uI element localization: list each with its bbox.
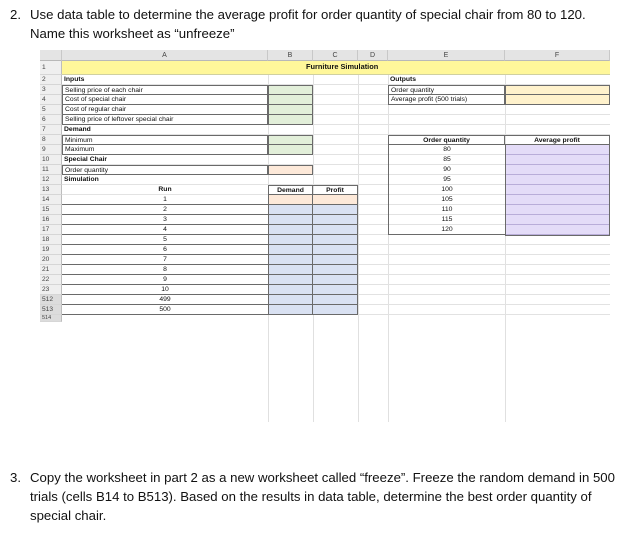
input-cell[interactable] bbox=[268, 105, 313, 115]
input-item[interactable]: Cost of special chair bbox=[62, 95, 268, 105]
row-number[interactable]: 5 bbox=[40, 105, 62, 115]
row-number[interactable]: 15 bbox=[40, 205, 62, 215]
row-number[interactable]: 10 bbox=[40, 155, 62, 165]
question-3 bbox=[10, 468, 625, 530]
demand-cell[interactable] bbox=[268, 145, 313, 155]
order-quantity-value[interactable]: 115 bbox=[388, 215, 505, 225]
average-profit-column[interactable] bbox=[505, 145, 610, 236]
question-2-text bbox=[30, 5, 586, 43]
order-quantity-value[interactable]: 110 bbox=[388, 205, 505, 215]
row-number[interactable]: 6 bbox=[40, 115, 62, 125]
row-number[interactable]: 17 bbox=[40, 225, 62, 235]
profit-sim-column[interactable] bbox=[313, 205, 358, 315]
order-quantity-value[interactable]: 100 bbox=[388, 185, 505, 195]
row-number[interactable]: 2 bbox=[40, 75, 62, 85]
row-number[interactable]: 20 bbox=[40, 255, 62, 265]
question-2-line-2: Name this worksheet as “unfreeze” bbox=[30, 26, 235, 41]
run-cell[interactable]: 2 bbox=[62, 205, 268, 215]
demand-label: Demand bbox=[64, 126, 91, 133]
run-cell[interactable]: 4 bbox=[62, 225, 268, 235]
question-2-line-1: Use data table to determine the average profit for order quantity of special chair from 80 to 120. bbox=[30, 7, 586, 22]
data-table-average-profit-header: Average profit bbox=[505, 135, 610, 145]
row-number[interactable]: 12 bbox=[40, 175, 62, 185]
row-number[interactable]: 23 bbox=[40, 285, 62, 295]
select-all-corner[interactable] bbox=[40, 50, 62, 61]
row-number[interactable]: 13 bbox=[40, 185, 62, 195]
question-2-number: 2. bbox=[10, 7, 21, 22]
input-cell[interactable] bbox=[268, 115, 313, 125]
output-item[interactable]: Average profit (500 trials) bbox=[388, 95, 505, 105]
run-cell[interactable]: 10 bbox=[62, 285, 268, 295]
run-cell[interactable]: 8 bbox=[62, 265, 268, 275]
output-item[interactable]: Order quantity bbox=[388, 85, 505, 95]
row-number[interactable]: 512 bbox=[40, 295, 62, 305]
output-cell[interactable] bbox=[505, 95, 610, 105]
row-number[interactable]: 14 bbox=[40, 195, 62, 205]
row-number[interactable]: 513 bbox=[40, 305, 62, 315]
run-cell[interactable]: 6 bbox=[62, 245, 268, 255]
order-quantity-value[interactable]: 95 bbox=[388, 175, 505, 185]
run-header: Run bbox=[158, 186, 172, 193]
run-cell[interactable]: 7 bbox=[62, 255, 268, 265]
run-cell[interactable]: 499 bbox=[62, 295, 268, 305]
input-item[interactable]: Selling price of each chair bbox=[62, 85, 268, 95]
row-number[interactable]: 18 bbox=[40, 235, 62, 245]
demand-sim-cell-first[interactable] bbox=[268, 195, 313, 205]
run-cell[interactable]: 5 bbox=[62, 235, 268, 245]
question-2 bbox=[10, 5, 620, 45]
special-chair-label: Special Chair bbox=[64, 156, 108, 163]
column-header-d[interactable]: D bbox=[358, 50, 388, 61]
row-number[interactable]: 3 bbox=[40, 85, 62, 95]
row-number[interactable]: 4 bbox=[40, 95, 62, 105]
demand-item[interactable]: Minimum bbox=[62, 135, 268, 145]
row-number[interactable]: 21 bbox=[40, 265, 62, 275]
inputs-label: Inputs bbox=[64, 76, 85, 83]
profit-sim-cell-first[interactable] bbox=[313, 195, 358, 205]
order-quantity-value[interactable]: 90 bbox=[388, 165, 505, 175]
row-number[interactable]: 9 bbox=[40, 145, 62, 155]
column-header-c[interactable]: C bbox=[313, 50, 358, 61]
order-quantity-value[interactable]: 80 bbox=[388, 145, 505, 155]
title-band bbox=[62, 61, 610, 75]
order-quantity-cell[interactable] bbox=[268, 165, 313, 175]
question-3-text: Copy the worksheet in part 2 as a new worksheet called “freeze”. Freeze the random demand in 500 trials (cells B14 to B513). Based on the results in data table, determine the best order quantity of special chair. bbox=[30, 470, 615, 523]
input-item[interactable]: Selling price of leftover special chair bbox=[62, 115, 268, 125]
run-cell[interactable]: 500 bbox=[62, 305, 268, 315]
run-cell[interactable]: 1 bbox=[62, 195, 268, 205]
column-header-a[interactable]: A bbox=[62, 50, 268, 61]
row-number[interactable]: 1 bbox=[40, 61, 62, 75]
run-cell[interactable]: 9 bbox=[62, 275, 268, 285]
row-number[interactable]: 19 bbox=[40, 245, 62, 255]
question-3-number: 3. bbox=[10, 470, 21, 485]
row-number[interactable]: 16 bbox=[40, 215, 62, 225]
sheet-title: Furniture Simulation bbox=[306, 62, 379, 71]
row-number[interactable]: 514 bbox=[40, 315, 62, 322]
special-chair-item[interactable]: Order quantity bbox=[62, 165, 268, 175]
data-table-order-quantity-header: Order quantity bbox=[388, 135, 505, 145]
order-quantity-value[interactable]: 120 bbox=[388, 225, 505, 235]
order-quantity-value[interactable]: 85 bbox=[388, 155, 505, 165]
row-number[interactable]: 8 bbox=[40, 135, 62, 145]
run-cell[interactable]: 3 bbox=[62, 215, 268, 225]
input-cell[interactable] bbox=[268, 85, 313, 95]
outputs-label: Outputs bbox=[390, 76, 417, 83]
spreadsheet-screenshot bbox=[40, 50, 610, 422]
column-header-e[interactable]: E bbox=[388, 50, 505, 61]
output-cell[interactable] bbox=[505, 85, 610, 95]
demand-cell[interactable] bbox=[268, 135, 313, 145]
input-item[interactable]: Cost of regular chair bbox=[62, 105, 268, 115]
simulation-label: Simulation bbox=[64, 176, 99, 183]
demand-item[interactable]: Maximum bbox=[62, 145, 268, 155]
column-header-b[interactable]: B bbox=[268, 50, 313, 61]
profit-header: Profit bbox=[313, 185, 358, 195]
demand-header: Demand bbox=[268, 185, 313, 195]
row-number[interactable]: 7 bbox=[40, 125, 62, 135]
order-quantity-value[interactable]: 105 bbox=[388, 195, 505, 205]
column-header-f[interactable]: F bbox=[505, 50, 610, 61]
demand-sim-column[interactable] bbox=[268, 205, 313, 315]
row-number[interactable]: 22 bbox=[40, 275, 62, 285]
row-number[interactable]: 11 bbox=[40, 165, 62, 175]
input-cell[interactable] bbox=[268, 95, 313, 105]
